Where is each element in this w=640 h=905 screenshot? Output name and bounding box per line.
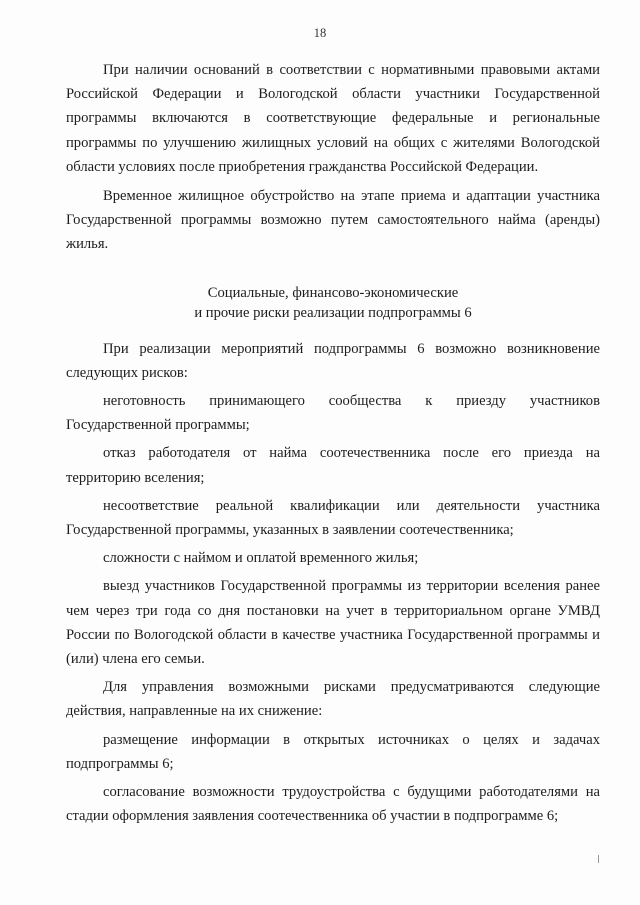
- risks-list: [66, 337, 600, 672]
- risk-item: неготовность принимающего сообщества к приезду участников Государственной программы;: [66, 393, 600, 434]
- risks-intro: При реализации мероприятий подпрограммы 6 возможно возникновение следующих рисков:: [66, 340, 600, 381]
- risk-item: отказ работодателя от найма соотечественника после его приезда на территорию вселения;: [66, 445, 600, 486]
- paragraph-naturalization: При наличии оснований в соответствии с нормативными правовыми актами Российской Федерации и Вологодской области участники Государственной программы включаются в соответствующие федеральные и региональные программы по улучшению жилищных условий на общих с жителями Вологодской области условиях после приобретения гражданства Российской Федерации.: [66, 62, 600, 175]
- section-title: [66, 283, 600, 323]
- page-content: [66, 58, 600, 832]
- section-title-line-1: Социальные, финансово-экономические: [207, 284, 459, 301]
- section-title-line-2: и прочие риски реализации подпрограммы 6: [194, 304, 472, 321]
- action-item: размещение информации в открытых источниках о целях и задачах подпрограммы 6;: [66, 731, 600, 772]
- scan-margin-mark: [598, 855, 599, 863]
- actions-intro: Для управления возможными рисками предусматриваются следующие действия, направленные на их снижение:: [66, 679, 600, 720]
- risk-item: выезд участников Государственной программы из территории вселения ранее чем через три года со дня постановки на учет в территориальном органе УМВД России по Вологодской области в качестве участника Государственной программы и (или) члена его семьи.: [66, 578, 600, 668]
- risk-item: сложности с наймом и оплатой временного жилья;: [103, 550, 419, 567]
- page-number: 18: [313, 26, 327, 40]
- action-item: согласование возможности трудоустройства с будущими работодателями на стадии оформления заявления соотечественника об участии в подпрограмме 6;: [66, 784, 600, 825]
- risk-item: несоответствие реальной квалификации или деятельности участника Государственной программы, указанных в заявлении соотечественника;: [66, 497, 600, 539]
- actions-list: [66, 675, 600, 828]
- paragraph-temporary-housing: Временное жилищное обустройство на этапе приема и адаптации участника Государственной программы возможно путем самостоятельного найма (аренды) жилья.: [66, 188, 600, 253]
